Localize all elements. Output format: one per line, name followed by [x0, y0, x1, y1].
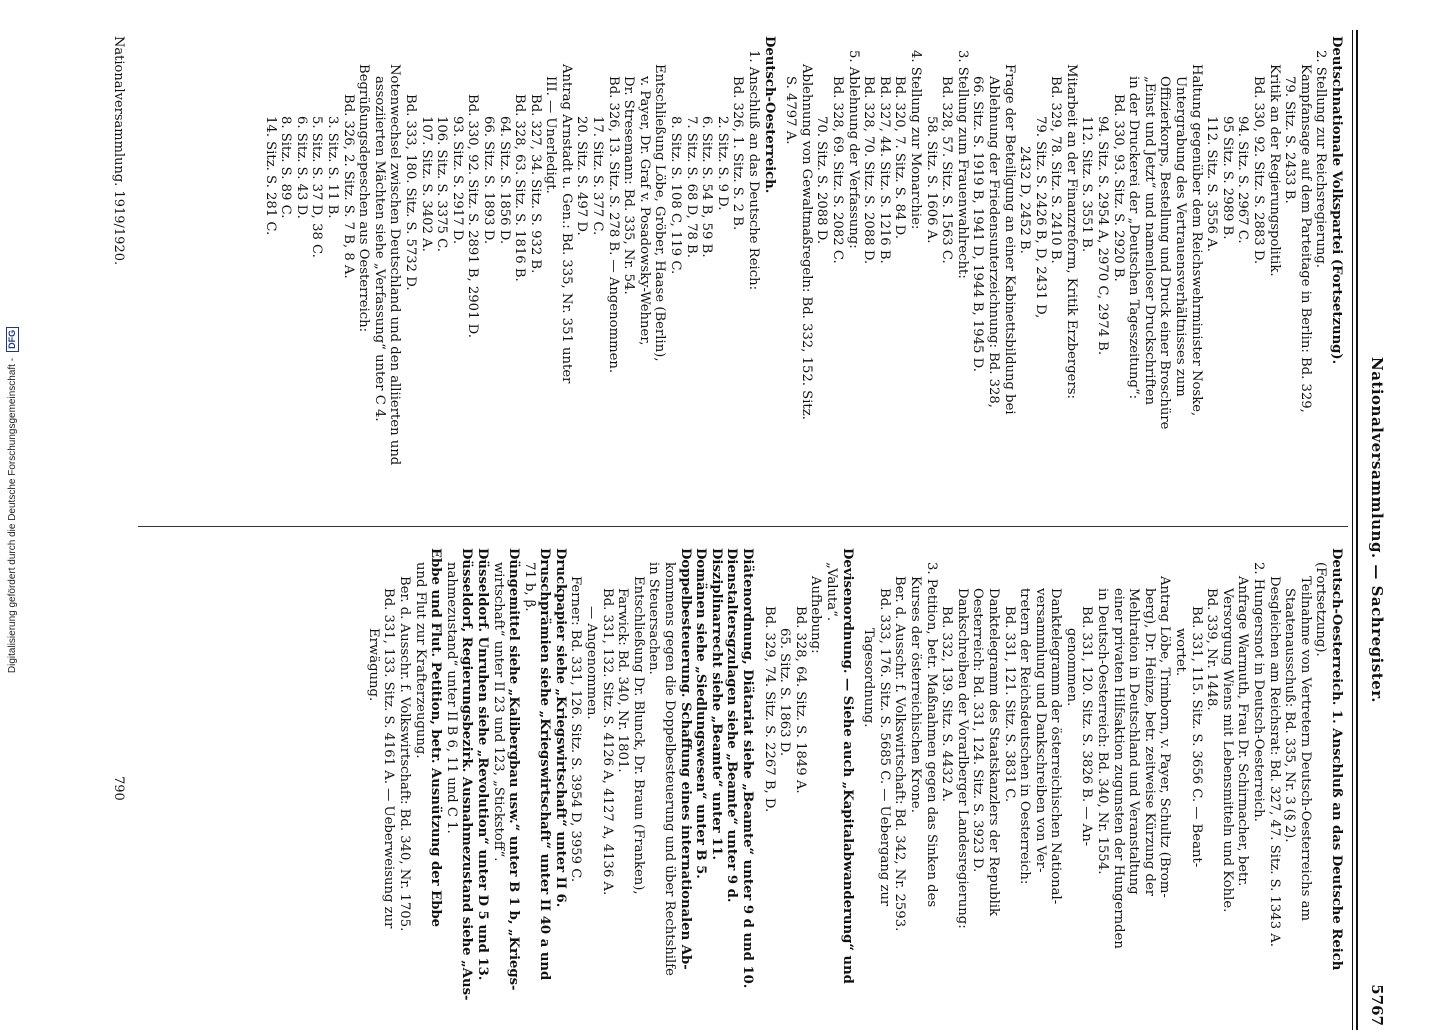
entry-heading: Düsseldorf. Unruhen siehe „Revolution“ unter D 5 und 13. [474, 548, 490, 981]
entry-line: Oesterreich: Bd. 331, 124. Sitz. S. 3923 D. [970, 588, 986, 873]
entry-line: Ferner: Bd. 331, 126. Sitz. S. 3954 D, 3959 C. [568, 576, 584, 883]
entry-heading: Deutsch-Oesterreich. [761, 36, 777, 194]
entry-line: Antrag Löbe, Trimborn, v. Payer, Schultz (Brom- [1157, 576, 1173, 898]
entry-line: 2432 D, 2452 B. [1017, 146, 1033, 254]
right-column [365, 548, 1344, 1022]
column-divider [138, 526, 1348, 527]
entry-line: Dankschreiben der Vorarlberger Landesregierung: [954, 588, 970, 929]
entry-line: Antrag Arnstadt u. Gen.: Bd. 335, Nr. 351 unter [558, 64, 574, 384]
entry-line: Bd. 332, 139. Sitz. S. 4432 A. [939, 606, 955, 802]
entry-line: 4. Stellung zur Monarchie: [907, 50, 923, 230]
entry-line: 6. Sitz. S. 43 D. [293, 116, 309, 219]
entry-line: Bd. 328, 63. Sitz. S. 1816 B. [512, 94, 528, 282]
entry-line: in Steuersachen. [646, 562, 662, 675]
entry-line: 3. Stellung zum Frauenwahlrecht: [954, 50, 970, 279]
entry-heading: Düngemittel siehe „Kalibergbau usw.“ unter B 1 b, „Kriegs- [506, 548, 522, 991]
entry-line: Tagesordnung. [861, 628, 877, 728]
entry-heading: Deutsch-Oesterreich. 1. Anschluß an das Deutsche Reich [1329, 548, 1344, 971]
entry-line: Bd. 328, 70. Sitz. S. 2088 D. [861, 76, 877, 265]
left-column [262, 36, 1344, 510]
digitization-note: Digitalisierung gefördert durch die Deutsche Forschungsgemeinschaft - [6, 357, 18, 674]
entry-line: Entschließung Dr. Blunck, Dr. Braun (Franken), [630, 576, 646, 895]
entry-line: Untergrabung des Vertrauensverhältnisses zum [1173, 76, 1189, 397]
entry-line: genommen. [1063, 628, 1079, 707]
entry-line: Bd. 330, 92. Sitz. S. 2891 B, 2901 D. [465, 94, 481, 338]
entry-line: „Valuta“. [824, 562, 839, 622]
entry-line: Bd. 331, 120. Sitz. S. 3826 B. — An- [1079, 606, 1095, 847]
entry-line: in der Druckerei der „Deutschen Tageszeitung“: [1126, 76, 1142, 400]
entry-line: berg), Dr. Heinze, betr. zeitweise Kürzung der [1141, 588, 1157, 897]
entry-line: Bd. 327, 44. Sitz. S. 1216 B. [876, 76, 892, 264]
entry-line: 14. Sitz. S. 281 C. [262, 116, 278, 236]
entry-line: Ber. d. Ausschr. f. Volkswirtschaft: Bd. 340, Nr. 1705. [396, 576, 412, 932]
entry-line: 1. Anschluß an das Deutsche Reich: [746, 50, 762, 291]
entry-line: wirtschaft“ unter II 23 und 123, „Stickstoff“. [490, 562, 506, 862]
entry-line: Bd. 330, 92. Sitz. S. 2883 D. [1251, 76, 1267, 265]
entry-line: 3. Petition, betr. Maßnahmen gegen das Sinken des [923, 562, 939, 908]
entry-line: 2. Sitz. S. 9 D. [714, 116, 730, 211]
entry-line: Bd. 328, 64. Sitz. S. 1849 A. [792, 606, 808, 794]
footer-title: Nationalversammlung. 1919/1920. [111, 36, 126, 266]
entry-line: Ablehnung der Friedensunterzeichnung: Bd. 328, [985, 76, 1001, 408]
entry-line: 8. Sitz. S. 89 C. [278, 116, 294, 219]
entry-line: Bd. 326, 13. Sitz. S. 278 B. — Angenommen. [605, 76, 621, 374]
entry-line: Bd. 333, 180. Sitz. S. 5732 D. [402, 94, 418, 291]
entry-line: 95 Sitz. S. 2989 B. [1219, 116, 1235, 240]
entry-line: 93. Sitz. S. 2917 D. [449, 116, 465, 245]
entry-line: 66. Sitz. S. 1893 D. [480, 116, 496, 245]
entry-heading: Deutschnationale Volkspartei (Fortsetzung). [1329, 36, 1344, 365]
scanned-page [88, 30, 1388, 1030]
entry-line: 6. Sitz. S. 54 B, 59 B. [699, 116, 715, 258]
entry-line: 7. Sitz. S. 68 D, 78 B. [683, 116, 699, 258]
entry-heading: Diätenordnung, Diätariat siehe „Beamte“ unter 9 d und 10. [740, 548, 756, 989]
entry-line: 8. Sitz. S. 108 C, 119 C. [668, 116, 684, 275]
entry-line: Bd. 331, 115. Sitz. S. 3656 C. — Beant- [1188, 606, 1204, 868]
entry-line: Bd. 329, 74. Sitz. S. 2267 B, D. [761, 606, 777, 813]
page-title: Nationalversammlung. — Sachregister. [1368, 356, 1386, 703]
entry-line: 112. Sitz. S. 3551 B. [1079, 116, 1095, 253]
entry-line: Desgleichen am Reichsrat: Bd. 327, 47. Sitz. S. 1343 A. [1266, 576, 1282, 947]
entry-line: Bd. 330, 93. Sitz. S. 2920 B. [1110, 94, 1126, 282]
entry-line: Versorgung Wiens mit Lebensmitteln und Kohle. [1219, 588, 1235, 913]
entry-line: Anfrage Warmuth, Frau Dr. Schirmacher, betr. [1235, 576, 1251, 887]
entry-line: 94. Sitz. S. 2967 C. [1235, 116, 1251, 244]
entry-line: Bd. 326, 2. Sitz. S. 7 B, 8 A. [340, 94, 356, 279]
entry-line: Bd. 329, 78. Sitz. S. 2410 B. [1048, 76, 1064, 264]
entry-line: Farwick: Bd. 340, Nr. 1801. [615, 588, 631, 773]
entry-line: in Deutsch-Oesterreich: Bd. 340, Nr. 1554. [1095, 588, 1111, 875]
entry-line: 5. Sitz. S. 37 D, 38 C. [309, 116, 325, 258]
entry-line: Aufhebung: [808, 576, 824, 654]
entry-line: Bd. 331, 121. Sitz. S. 3831 C. [1001, 606, 1017, 803]
entry-heading: Düsseldorf, Regierungsbezirk. Ausnahmezustand siehe „Aus- [459, 548, 475, 1001]
entry-line: 2. Stellung zur Reichsregierung. [1313, 50, 1329, 268]
entry-line: nahmezustand“ unter II B 6, 11 und C 1. [443, 562, 459, 834]
entry-line: 5. Ablehnung der Verfassung: [845, 50, 861, 249]
entry-line: 106. Sitz. S. 3375 C. [434, 116, 450, 252]
entry-line: Haltung gegenüber dem Reichswehrminister Noske, [1188, 64, 1204, 417]
entry-line: Bd. 326, 1. Sitz. S. 2 B. [730, 76, 746, 231]
dfg-logo: DFG [6, 327, 19, 352]
entry-line: Ber. d. Ausschr. f. Volkswirtschaft: Bd. 342, Nr. 2593. [892, 576, 908, 932]
entry-line: Staatenausschuß: Bd. 335, Nr. 3 (§ 2). [1282, 588, 1298, 843]
entry-line: 66. Sitz. S. 1919 B, 1941 D, 1944 B, 1945 D. [970, 76, 986, 372]
entry-line: Begrüßungsdepeschen aus Oesterreich: [356, 64, 372, 333]
entry-line: assoziierten Mächten siehe „Verfassung“ unter C 4. [371, 76, 387, 422]
entry-line: versammlung und Dankschreiben von Ver- [1032, 588, 1048, 873]
entry-line: Bd. 320, 7. Sitz. S. 84 D. [892, 76, 908, 239]
entry-line: Ablehnung von Gewaltmaßregeln: Bd. 332, 152. Sitz. [798, 64, 814, 420]
entry-heading: Druckpapier siehe „Kriegswirtschaft“ unter II 6. [552, 548, 568, 908]
entry-heading: Domänen siehe „Siedlungswesen“ unter B 5. [693, 548, 709, 879]
entry-line: — Angenommen. [584, 606, 600, 720]
margin-note [0, 0, 24, 1000]
entry-line: S. 4797 A. [783, 76, 799, 145]
entry-line: 79. Sitz. S. 2426 B, D, 2431 D, [1032, 116, 1048, 319]
entry-line: Bd. 333, 176. Sitz. S. 5685 C. — Uebergang zur [876, 588, 892, 907]
page-footer [106, 36, 126, 1024]
entry-line: tretern der Reichsdeutschen in Oesterreich: [1017, 588, 1033, 885]
page-number: 5767 [1368, 984, 1386, 1026]
entry-line: kommens gegen die Doppelbesteuerung und über Rechtshilfe [662, 562, 678, 976]
entry-line: „Einst und Jetzt“ und namenloser Druckschriften [1141, 76, 1157, 406]
entry-line: Frage der Beteiligung an einer Kabinettsbildung bei [1001, 64, 1017, 415]
entry-line: 112. Sitz. S. 3556 A. [1204, 116, 1220, 252]
entry-line: Danktelegramm der österreichischen National- [1048, 588, 1064, 905]
entry-line: v. Payer, Dr. Graf v. Posadowsky-Wehner, [636, 76, 652, 346]
entry-line: 70. Sitz. S. 2088 D. [814, 116, 830, 245]
entry-line: Bd. 339, Nr. 1448. [1204, 588, 1220, 711]
entry-line: Kritik an der Regierungspolitik. [1266, 64, 1282, 277]
entry-line: (Fortsetzung). [1313, 562, 1329, 657]
entry-line: Bd. 331, 133. Sitz. S. 4161 A. — Ueberweisung zur [381, 588, 397, 929]
page-header [1356, 30, 1388, 1030]
entry-line: Dr. Stresemann: Bd. 335, Nr. 54. [621, 76, 637, 295]
entry-line: 20. Sitz. S. 497 D. [574, 116, 590, 236]
entry-line: Erwägung. [365, 628, 381, 702]
entry-line: Bd. 327, 34. Sitz. S. 932 B. [527, 94, 543, 274]
entry-line: einer privaten Hilfsaktion zugunsten der Hungernden [1110, 588, 1126, 949]
entry-line: Bd. 328, 57. Sitz. S. 1563 C. [939, 76, 955, 264]
entry-line: Notenwechsel zwischen Deutschland und den alliierten und [387, 64, 403, 466]
entry-line: Kurses der österreichischen Krone. [907, 576, 923, 813]
entry-line: Bd. 331, 132. Sitz. S. 4126 A, 4127 A, 4136 A. [599, 588, 615, 896]
entry-line: 2. Hungersnot in Deutsch-Oesterreich. [1251, 562, 1267, 822]
entry-line: Mehlration in Deutschland und Veranstaltung [1126, 588, 1142, 895]
entry-line: Mitarbeit an der Finanzreform, Kritik Erzbergers: [1063, 64, 1079, 399]
header-rule [1352, 30, 1353, 1030]
entry-line: Kampfansage auf dem Parteitage in Berlin: Bd. 329, [1297, 64, 1313, 413]
entry-line: 94. Sitz. S. 2954 A, 2970 C, 2974 B. [1095, 116, 1111, 356]
entry-line: 17. Sitz. S. 377 C. [590, 116, 606, 236]
entry-heading: Doppelbesteuerung. Schaffung eines internationalen Ab- [677, 548, 693, 970]
entry-line: wortet. [1173, 628, 1189, 677]
entry-line: Teilnahme von Vertretern Deutsch-Oesterreichs am [1297, 576, 1313, 921]
entry-line: Bd. 328, 69. Sitz. S. 2082 C. [830, 76, 845, 264]
entry-line: Entschließung Löbe, Gröber, Haase (Berlin), [652, 64, 668, 362]
entry-heading: Druschprämien siehe „Kriegswirtschaft“ unter II 40 a und [537, 548, 553, 981]
entry-heading: Disziplinarrecht siehe „Beamte“ unter 11. [708, 548, 724, 861]
entry-line: 58. Sitz. S. 1606 A. [923, 116, 939, 244]
entry-line: 71 b, β. [521, 562, 537, 612]
entry-line: 3. Sitz. S. 11 B. [325, 116, 340, 219]
footer-page-number: 790 [111, 776, 126, 801]
entry-heading: Dienstaltersgzulagen siehe „Beamte“ unter 9 d. [724, 548, 740, 903]
entry-line: Danktelegramm des Staatskanzlers der Republik [985, 588, 1001, 917]
entry-line: 64. Sitz. S. 1856 D. [496, 116, 512, 245]
entry-line: 79. Sitz. S. 2433 B. [1282, 76, 1298, 204]
entry-line: 65. Sitz. S. 1863 D. [777, 628, 793, 757]
entry-heading: Ebbe und Flut. Petition, betr. Ausnützung der Ebbe [428, 548, 444, 928]
entry-line: 107. Sitz. S. 3402 A. [418, 116, 434, 252]
entry-line: und Flut zur Krafterzeugung. [412, 562, 428, 759]
entry-line: III. — Unerledigt. [543, 76, 559, 194]
entry-heading: Devisenordnung. — Siehe auch „Kapitalabwanderung“ und [839, 548, 855, 984]
entry-line: Offizierkorps, Bestellung und Druck einer Broschüre [1157, 76, 1173, 430]
